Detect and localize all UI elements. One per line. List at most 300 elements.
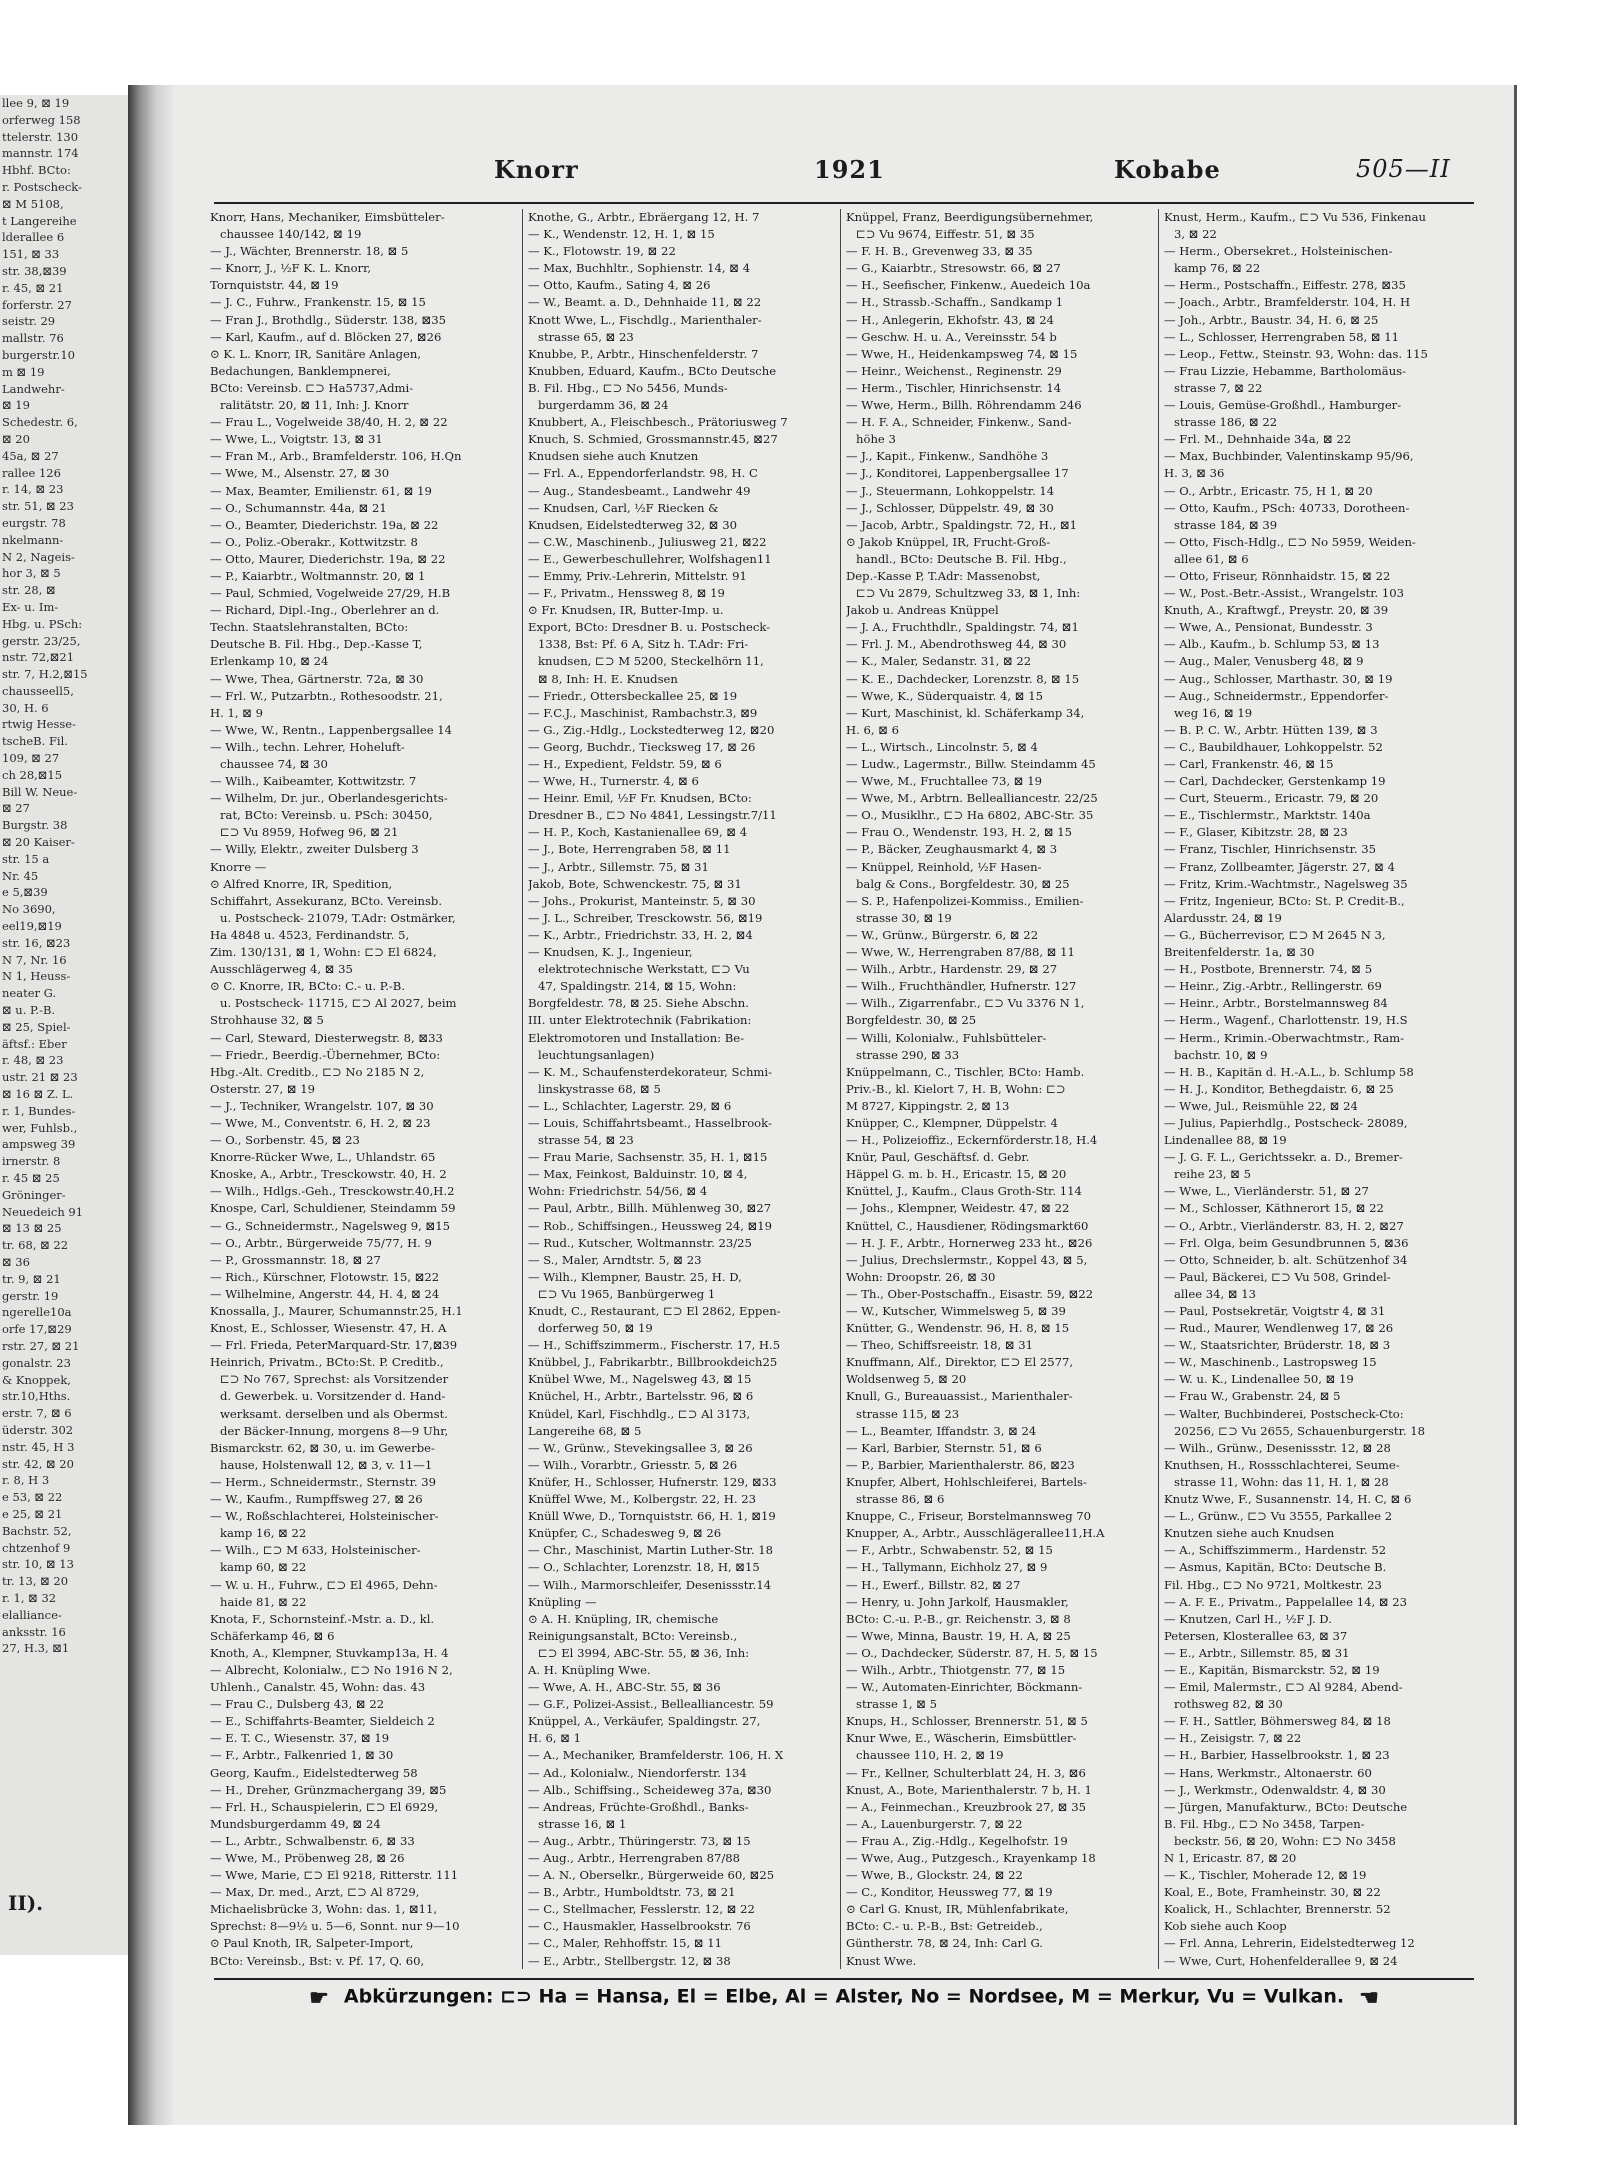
directory-entry-line: Tornquiststr. 44, ⊠ 19 (210, 278, 339, 293)
directory-entry-line: — Emil, Malermstr., ⊏⊃ Al 9284, Abend- (1164, 1680, 1403, 1695)
directory-entry-line: — Wilh., Marmorschleifer, Desenissstr.14 (528, 1577, 772, 1592)
left-page-line: str. 10, ⊠ 13 (2, 1557, 74, 1572)
directory-entry-line: — Herm., Postschaffn., Eiffestr. 278, ⊠35 (1164, 278, 1406, 293)
directory-entry-line: — Rob., Schiffsingen., Heussweg 24, ⊠19 (528, 1218, 773, 1233)
directory-entry-line: Deutsche B. Fil. Hbg., Dep.-Kasse T, (210, 637, 423, 652)
header-left-keyword: Knorr (494, 155, 579, 184)
directory-entry-line: — Alb., Kaufm., b. Schlump 53, ⊠ 13 (1164, 637, 1380, 652)
directory-entry-line: ⊙ Carl G. Knust, IR, Mühlenfabrikate, (846, 1902, 1069, 1917)
left-page-line: N 2, Nageis- (2, 549, 75, 564)
directory-entry-line: Knubbe, P., Arbtr., Hinschenfelderstr. 7 (528, 346, 759, 361)
directory-entry-line: — W., Grünw., Stevekingsallee 3, ⊠ 26 (528, 1440, 753, 1455)
directory-entry-line: — F.C.J., Maschinist, Rambachstr.3, ⊠9 (528, 705, 758, 720)
directory-entry-line: strasse 86, ⊠ 6 (856, 1492, 945, 1507)
directory-entry-line: — Max, Dr. med., Arzt, ⊏⊃ Al 8729, (210, 1885, 420, 1900)
directory-entry-line: — Wwe, K., Süderquaistr. 4, ⊠ 15 (846, 688, 1043, 703)
directory-entry-line: Knuthsen, H., Rossschlachterei, Seume- (1164, 1457, 1400, 1472)
directory-entry-line: — Wwe, M., Fruchtallee 73, ⊠ 19 (846, 774, 1042, 789)
directory-entry-line: burgerdamm 36, ⊠ 24 (538, 398, 669, 413)
directory-entry-line: — Franz, Tischler, Hinrichsenstr. 35 (1164, 842, 1377, 857)
directory-entry-line: Knoske, A., Arbtr., Tresckowstr. 40, H. 2 (210, 1167, 447, 1182)
directory-entry-line: Knorr, Hans, Mechaniker, Eimsbütteler- (210, 210, 445, 224)
directory-entry-line: — C., Konditor, Heussweg 77, ⊠ 19 (846, 1885, 1053, 1900)
directory-entry-line: — E., Arbtr., Sillemstr. 85, ⊠ 31 (1164, 1645, 1350, 1660)
directory-entry-line: — Rich., Kürschner, Flotowstr. 15, ⊠22 (210, 1269, 440, 1284)
column-divider (840, 209, 841, 1969)
directory-entry-line: Knothe, G., Arbtr., Ebräergang 12, H. 7 (528, 210, 760, 224)
left-page-line: r. 48, ⊠ 23 (2, 1053, 64, 1068)
directory-entry-line: — Otto, Friseur, Rönnhaidstr. 15, ⊠ 22 (1164, 568, 1391, 583)
left-page-line: anksstr. 16 (2, 1624, 66, 1639)
directory-entry-line: — Friedr., Ottersbeckallee 25, ⊠ 19 (528, 688, 738, 703)
left-page-line: r. 1, Bundes- (2, 1103, 76, 1118)
left-page-line: nkelmann- (2, 532, 64, 547)
directory-entry-line: strasse 65, ⊠ 23 (538, 329, 634, 344)
directory-entry-line: — F. H. B., Grevenweg 33, ⊠ 35 (846, 244, 1033, 259)
directory-entry-line: — O., Arbtr., Ericastr. 75, H 1, ⊠ 20 (1164, 483, 1373, 498)
directory-entry-line: III. unter Elektrotechnik (Fabrikation: (528, 1013, 752, 1028)
directory-entry-line: — J., Techniker, Wrangelstr. 107, ⊠ 30 (210, 1098, 434, 1113)
directory-entry-line: — Karl, Barbier, Sternstr. 51, ⊠ 6 (846, 1440, 1042, 1455)
directory-entry-line: — Geschw. H. u. A., Vereinsstr. 54 b (846, 329, 1057, 344)
directory-entry-line: — Wwe, Jul., Reismühle 22, ⊠ 24 (1164, 1098, 1358, 1113)
directory-entry-line: — Wilh., techn. Lehrer, Hoheluft- (210, 739, 405, 754)
directory-entry-line: Alardusstr. 24, ⊠ 19 (1164, 910, 1282, 925)
directory-entry-line: — G.F., Polizei-Assist., Bellealliancestr. 59 (528, 1697, 774, 1712)
left-page-line: nstr. 45, H 3 (2, 1439, 75, 1454)
directory-entry-line: Knüchel, H., Arbtr., Bartelsstr. 96, ⊠ 6 (528, 1389, 754, 1404)
directory-entry-line: Kob siehe auch Koop (1164, 1919, 1287, 1934)
directory-entry-line: — Walter, Buchbinderei, Postscheck-Cto: (1164, 1406, 1404, 1421)
left-page-line: eurgstr. 78 (2, 515, 66, 530)
directory-entry-line: — M., Schlosser, Käthnerort 15, ⊠ 22 (1164, 1201, 1384, 1216)
directory-columns (210, 209, 1480, 1969)
left-page-line: str. 42, ⊠ 20 (2, 1456, 74, 1471)
directory-entry-line: knudsen, ⊏⊃ M 5200, Steckelhörn 11, (538, 654, 764, 669)
directory-entry-line: Elektromotoren und Installation: Be- (528, 1030, 745, 1045)
directory-entry-line: — Frau Lizzie, Hebamme, Bartholomäus- (1164, 363, 1407, 378)
directory-entry-line: reihe 23, ⊠ 5 (1174, 1167, 1252, 1182)
pointing-hand-left-icon: ☛ (309, 1985, 329, 2011)
directory-entry-line: — Aug., Standesbeamt., Landwehr 49 (528, 483, 751, 498)
left-page-line: ch 28,⊠15 (2, 767, 63, 782)
left-page-line: str. 15 a (2, 851, 50, 866)
directory-entry-line: 20256, ⊏⊃ Vu 2655, Schauenburgerstr. 18 (1174, 1423, 1425, 1438)
directory-entry-line: Knott Wwe, L., Fischdlg., Marienthaler- (528, 312, 762, 327)
left-page-line: Bill W. Neue- (2, 784, 78, 799)
directory-entry-line: — Friedr., Beerdig.-Übernehmer, BCto: (210, 1047, 441, 1062)
directory-entry-line: Knuppe, C., Friseur, Borstelmannsweg 70 (846, 1509, 1092, 1524)
left-page-line: N 7, Nr. 16 (2, 952, 67, 967)
directory-entry-line: Wohn: Friedrichstr. 54/56, ⊠ 4 (528, 1184, 708, 1199)
directory-entry-line: — G., Bücherrevisor, ⊏⊃ M 2645 N 3, (1164, 927, 1386, 942)
left-page-line: ⊠ 19 (2, 398, 30, 413)
directory-entry-line: — Carl, Steward, Diesterwegstr. 8, ⊠33 (210, 1030, 443, 1045)
directory-entry-line: — Otto, Maurer, Diederichstr. 19a, ⊠ 22 (210, 551, 446, 566)
left-page-line: Gröninger- (2, 1187, 66, 1202)
directory-entry-line: — Franz, Zollbeamter, Jägerstr. 27, ⊠ 4 (1164, 859, 1396, 874)
directory-entry-line: ⊙ Paul Knoth, IR, Salpeter-Import, (210, 1936, 414, 1951)
directory-entry-line: A. H. Knüpling Wwe. (528, 1662, 651, 1677)
left-page-line: lderallee 6 (2, 230, 65, 245)
directory-entry-line: Fil. Hbg., ⊏⊃ No 9721, Moltkestr. 23 (1164, 1577, 1382, 1592)
directory-entry-line: — Wwe, Herm., Billh. Röhrendamm 246 (846, 398, 1082, 413)
directory-entry-line: u. Postscheck- 21079, T.Adr: Ostmärker, (220, 910, 456, 925)
directory-entry-line: — Wilhelmine, Angerstr. 44, H. 4, ⊠ 24 (210, 1286, 440, 1301)
directory-entry-line: — H., Polizeioffiz., Eckernförderstr.18, H.4 (846, 1133, 1098, 1148)
directory-entry-line: — Louis, Gemüse-Großhdl., Hamburger- (1164, 398, 1402, 413)
left-page-line: ttelerstr. 130 (2, 129, 79, 144)
directory-entry-line: Knossalla, J., Maurer, Schumannstr.25, H.1 (210, 1304, 463, 1318)
directory-entry-line: ⊏⊃ Vu 1965, Banbürgerweg 1 (538, 1286, 716, 1301)
directory-entry-line: — Herm., Schneidermstr., Sternstr. 39 (210, 1474, 437, 1489)
directory-entry-line: 47, Spaldingstr. 214, ⊠ 15, Wohn: (538, 979, 737, 994)
directory-entry-line: — Max, Beamter, Emilienstr. 61, ⊠ 19 (210, 483, 432, 498)
directory-entry-line: — E., Schiffahrts-Beamter, Sieldeich 2 (210, 1714, 435, 1729)
directory-entry-line: — Georg, Buchdr., Tiecksweg 17, ⊠ 26 (528, 739, 756, 754)
directory-entry-line: — Wwe, L., Voigtstr. 13, ⊠ 31 (210, 432, 383, 447)
directory-entry-line: Knost, E., Schlosser, Wiesenstr. 47, H. A (210, 1321, 447, 1336)
directory-entry-line: handl., BCto: Deutsche B. Fil. Hbg., (856, 551, 1067, 566)
left-page-line: r. Postscheck- (2, 179, 82, 194)
left-page-line: No 3690, (2, 902, 56, 917)
directory-entry-line: Borgfeldestr. 30, ⊠ 25 (846, 1013, 977, 1028)
directory-entry-line: — Otto, Kaufm., PSch: 40733, Dorotheen- (1164, 500, 1410, 515)
directory-entry-line: strasse 184, ⊠ 39 (1174, 517, 1278, 532)
directory-entry-line: — C., Baubildhauer, Lohkoppelstr. 52 (1164, 739, 1383, 754)
directory-entry-line: — Knutzen, Carl H., ½F J. D. (1164, 1611, 1332, 1626)
directory-entry-line: — E., Kapitän, Bismarckstr. 52, ⊠ 19 (1164, 1662, 1380, 1677)
directory-entry-line: — W. u. H., Fuhrw., ⊏⊃ El 4965, Dehn- (210, 1577, 438, 1592)
directory-entry-line: u. Postscheck- 11715, ⊏⊃ Al 2027, beim (220, 996, 457, 1011)
left-page-line: Bachstr. 52, (2, 1523, 72, 1538)
directory-entry-line: Knüffel Wwe, M., Kolbergstr. 22, H. 23 (528, 1492, 756, 1507)
directory-entry-line: rothsweg 82, ⊠ 30 (1174, 1697, 1283, 1712)
directory-entry-line: — Wwe, Curt, Hohenfelderallee 9, ⊠ 24 (1164, 1953, 1398, 1968)
left-page-line: t Langereihe (2, 213, 77, 228)
directory-entry-line: ⊏⊃ Vu 8959, Hofweg 96, ⊠ 21 (220, 825, 399, 840)
left-page-line: str.10,Hths. (2, 1389, 71, 1404)
directory-entry-line: — H., Postbote, Brennerstr. 74, ⊠ 5 (1164, 962, 1373, 977)
left-page-line: str. 28, ⊠ (2, 583, 56, 598)
directory-entry-line: Häppel G. m. b. H., Ericastr. 15, ⊠ 20 (846, 1167, 1067, 1182)
left-page-line: e 5,⊠39 (2, 885, 48, 900)
directory-entry-line: — Wwe, H., Heidenkampsweg 74, ⊠ 15 (846, 346, 1078, 361)
directory-entry-line: Knüttel, J., Kaufm., Claus Groth-Str. 114 (846, 1184, 1082, 1199)
directory-entry-line: — Ad., Kolonialw., Niendorferstr. 134 (528, 1765, 747, 1780)
directory-entry-line: balg & Cons., Borgfeldestr. 30, ⊠ 25 (856, 876, 1070, 891)
directory-entry-line: Ausschlägerweg 4, ⊠ 35 (210, 962, 353, 977)
directory-entry-line: — W., Beamt. a. D., Dehnhaide 11, ⊠ 22 (528, 295, 762, 310)
directory-entry-line: linskystrasse 68, ⊠ 5 (538, 1081, 661, 1096)
directory-entry-line: Knust, A., Bote, Marienthalerstr. 7 b, H. 1 (846, 1782, 1092, 1797)
directory-entry-line: Knubbert, A., Fleischbesch., Prätoriusweg 7 (528, 415, 788, 430)
directory-entry-line: Koalick, H., Schlachter, Brennerstr. 52 (1164, 1902, 1391, 1917)
directory-entry-line: ⊏⊃ Vu 2879, Schultzweg 33, ⊠ 1, Inh: (856, 586, 1081, 601)
directory-entry-line: — S. P., Hafenpolizei-Kommiss., Emilien- (846, 893, 1084, 908)
left-page-line: str. 16, ⊠23 (2, 935, 71, 950)
directory-entry-line: — E., Gewerbeschullehrer, Wolfshagen11 (528, 551, 772, 566)
directory-entry-line: — H., Schiffszimmerm., Fischerstr. 17, H.5 (528, 1338, 781, 1353)
directory-entry-line: — Leop., Fettw., Steinstr. 93, Wohn: das. 115 (1164, 346, 1428, 361)
directory-entry-line: strasse 11, Wohn: das 11, H. 1, ⊠ 28 (1174, 1474, 1389, 1489)
directory-entry-line: — H., Tallymann, Eichholz 27, ⊠ 9 (846, 1560, 1048, 1575)
directory-entry-line: chaussee 74, ⊠ 30 (220, 757, 328, 771)
directory-entry-line: — C.W., Maschinenb., Juliusweg 21, ⊠22 (528, 534, 767, 549)
directory-entry-line: Knüpling — (528, 1594, 597, 1609)
left-page-line: r. 45 ⊠ 25 (2, 1171, 60, 1185)
directory-entry-line: — A. N., Oberselkr., Bürgerweide 60, ⊠25 (528, 1868, 775, 1883)
directory-entry-line: Knutz Wwe, F., Susannenstr. 14, H. C, ⊠ 6 (1164, 1492, 1412, 1507)
directory-entry-line: — E. T. C., Wiesenstr. 37, ⊠ 19 (210, 1731, 390, 1746)
directory-entry-line: Breitenfelderstr. 1a, ⊠ 30 (1164, 945, 1315, 960)
directory-entry-line: Knübbel, J., Fabrikarbtr., Billbrookdeich25 (528, 1355, 778, 1370)
directory-entry-line: Heinrich, Privatm., BCto:St. P. Creditb., (210, 1355, 444, 1370)
header-rule (214, 202, 1474, 204)
directory-entry-line: — Knorr, J., ½F K. L. Knorr, (210, 261, 372, 276)
directory-entry-line: — Wilh., Klempner, Baustr. 25, H. D, (528, 1269, 742, 1284)
page-header (174, 155, 1514, 195)
directory-entry-line: — C., Maler, Rehhoffstr. 15, ⊠ 11 (528, 1936, 723, 1951)
directory-entry-line: — Jacob, Arbtr., Spaldingstr. 72, H., ⊠1 (846, 517, 1078, 532)
directory-entry-line: — W., Staatsrichter, Brüderstr. 18, ⊠ 3 (1164, 1338, 1391, 1353)
column-divider (522, 209, 523, 1969)
directory-entry-line: B. Fil. Hbg., ⊏⊃ No 5456, Munds- (528, 380, 728, 395)
left-page-line: elalliance- (2, 1607, 62, 1622)
directory-entry-line: — Wwe, A. H., ABC-Str. 55, ⊠ 36 (528, 1680, 721, 1695)
left-page-line: tscheB. Fil. (2, 734, 68, 749)
directory-entry-line: Knota, F., Schornsteinf.-Mstr. a. D., kl. (210, 1611, 435, 1626)
directory-entry-line: ⊙ A. H. Knüpling, IR, chemische (528, 1611, 719, 1626)
column-4 (1164, 209, 1471, 1969)
directory-entry-line: — O., Poliz.-Oberakr., Kottwitzstr. 8 (210, 534, 418, 549)
directory-entry-line: N 1, Ericastr. 87, ⊠ 20 (1164, 1851, 1297, 1865)
directory-entry-line: — Knudsen, K. J., Ingenieur, (528, 945, 693, 960)
directory-entry-line: — Th., Ober-Postschaffn., Eisastr. 59, ⊠22 (846, 1286, 1094, 1301)
directory-entry-line: Knudsen, Eidelstedterweg 32, ⊠ 30 (528, 517, 737, 532)
directory-entry-line: — Wwe, M., Alsenstr. 27, ⊠ 30 (210, 466, 390, 481)
directory-entry-line: — Louis, Schiffahrtsbeamt., Hasselbrook- (528, 1115, 772, 1130)
left-page-line: üderstr. 302 (2, 1422, 74, 1437)
directory-entry-line: — Wwe, Thea, Gärtnerstr. 72a, ⊠ 30 (210, 671, 424, 686)
directory-entry-line: — Wilh., Kaibeamter, Kottwitzstr. 7 (210, 774, 417, 789)
directory-entry-line: dorferweg 50, ⊠ 19 (538, 1321, 653, 1336)
directory-entry-line: — S., Maler, Arndtstr. 5, ⊠ 23 (528, 1252, 702, 1267)
directory-entry-line: — O., Dachdecker, Süderstr. 87, H. 5, ⊠ 15 (846, 1645, 1098, 1660)
directory-entry-line: — Paul, Bäckerei, ⊏⊃ Vu 508, Grindel- (1164, 1269, 1391, 1284)
left-page-line: 151, ⊠ 33 (2, 247, 60, 262)
directory-entry-line: Knuffmann, Alf., Direktor, ⊏⊃ El 2577, (846, 1355, 1074, 1370)
column-1 (210, 209, 517, 1969)
directory-entry-line: — K., Maler, Sedanstr. 31, ⊠ 22 (846, 654, 1032, 669)
directory-entry-line: — Wwe, A., Pensionat, Bundesstr. 3 (1164, 620, 1373, 635)
directory-entry-line: ralitätstr. 20, ⊠ 11, Inh: J. Knorr (220, 398, 409, 413)
directory-entry-line: — Frau W., Grabenstr. 24, ⊠ 5 (1164, 1389, 1341, 1404)
directory-entry-line: — Heinr., Zig.-Arbtr., Rellingerstr. 69 (1164, 979, 1382, 994)
directory-entry-line: Langereihe 68, ⊠ 5 (528, 1423, 642, 1438)
directory-entry-line: ⊏⊃ No 767, Sprechst: als Vorsitzender (220, 1372, 449, 1387)
directory-entry-line: — B., Arbtr., Humboldtstr. 73, ⊠ 21 (528, 1885, 736, 1900)
directory-entry-line: Jakob, Bote, Schwenckestr. 75, ⊠ 31 (528, 876, 742, 891)
directory-page (174, 85, 1517, 2125)
left-page-line: äftsf.: Eber (2, 1036, 67, 1051)
directory-entry-line: — H., Barbier, Hasselbrookstr. 1, ⊠ 23 (1164, 1748, 1390, 1763)
left-page-line: 30, H. 6 (2, 700, 49, 715)
directory-entry-line: — P., Bäcker, Zeughausmarkt 4, ⊠ 3 (846, 842, 1058, 857)
directory-entry-line: — F., Arbtr., Falkenried 1, ⊠ 30 (210, 1748, 394, 1763)
directory-entry-line: Borgfeldestr. 78, ⊠ 25. Siehe Abschn. (528, 996, 749, 1011)
directory-entry-line: — E., Arbtr., Stellbergstr. 12, ⊠ 38 (528, 1953, 731, 1968)
directory-entry-line: — J., Werkmstr., Odenwaldstr. 4, ⊠ 30 (1164, 1782, 1386, 1797)
directory-entry-line: — Wwe, Minna, Baustr. 19, H. A, ⊠ 25 (846, 1628, 1071, 1643)
left-page-line: gonalstr. 23 (2, 1355, 71, 1370)
directory-entry-line: Knüppelmann, C., Tischler, BCto: Hamb. (846, 1064, 1085, 1079)
directory-entry-line: Knutzen siehe auch Knudsen (1164, 1526, 1335, 1541)
directory-entry-line: H. 3, ⊠ 36 (1164, 466, 1225, 481)
left-page-line: 109, ⊠ 27 (2, 751, 60, 766)
directory-entry-line: rat, BCto: Vereinsb. u. PSch: 30450, (220, 808, 433, 823)
directory-entry-line: — Herm., Tischler, Hinrichsenstr. 14 (846, 380, 1062, 395)
directory-entry-line: — Carl, Frankenstr. 46, ⊠ 15 (1164, 757, 1334, 771)
header-page-number: 505—II (1356, 155, 1451, 183)
directory-entry-line: — Otto, Kaufm., Sating 4, ⊠ 26 (528, 278, 711, 293)
left-page-fragment (0, 95, 130, 1955)
directory-entry-line: Bedachungen, Banklempnerei, (210, 363, 391, 378)
directory-entry-line: Michaelisbrücke 3, Wohn: das. 1, ⊠11, (210, 1902, 438, 1917)
directory-entry-line: Knüppel, Franz, Beerdigungsübernehmer, (846, 210, 1094, 224)
directory-entry-line: — K., Flotowstr. 19, ⊠ 22 (528, 244, 676, 259)
left-page-line: irnerstr. 8 (2, 1154, 61, 1169)
directory-entry-line: — Herm., Obersekret., Holsteinischen- (1164, 244, 1393, 259)
directory-entry-line: — Aug., Schneidermstr., Eppendorfer- (1164, 688, 1389, 703)
column-3 (846, 209, 1153, 1969)
directory-entry-line: Knüll Wwe, D., Tornquiststr. 66, H. 1, ⊠19 (528, 1509, 776, 1524)
directory-entry-line: Reinigungsanstalt, BCto: Vereinsb., (528, 1628, 738, 1643)
directory-entry-line: — Herm., Krimin.-Oberwachtmstr., Ram- (1164, 1030, 1405, 1045)
directory-entry-line: — Willy, Elektr., zweiter Dulsberg 3 (210, 842, 419, 857)
left-page-line: ⊠ 36 (2, 1254, 30, 1269)
directory-entry-line: — G., Schneidermstr., Nagelsweg 9, ⊠15 (210, 1218, 450, 1233)
directory-entry-line: — H., Expedient, Feldstr. 59, ⊠ 6 (528, 757, 722, 771)
left-page-line: ustr. 21 ⊠ 23 (2, 1070, 78, 1085)
left-page-line: mannstr. 174 (2, 146, 79, 161)
directory-entry-line: — Rud., Kutscher, Woltmannstr. 23/25 (528, 1235, 752, 1250)
directory-entry-line: — C., Stellmacher, Fesslerstr. 12, ⊠ 22 (528, 1902, 755, 1917)
directory-entry-line: kamp 16, ⊠ 22 (220, 1526, 307, 1541)
directory-entry-line: Lindenallee 88, ⊠ 19 (1164, 1133, 1287, 1148)
directory-entry-line: Knuth, A., Kraftwgf., Preystr. 20, ⊠ 39 (1164, 603, 1389, 618)
directory-entry-line: Knüdel, Karl, Fischhdlg., ⊏⊃ Al 3173, (528, 1406, 751, 1421)
header-year: 1921 (814, 155, 885, 184)
directory-entry-line: — L., Schlosser, Herrengraben 58, ⊠ 11 (1164, 329, 1399, 344)
directory-entry-line: — G., Zig.-Hdlg., Lockstedterweg 12, ⊠20 (528, 722, 775, 737)
directory-entry-line: höhe 3 (856, 432, 896, 447)
directory-entry-line: — P., Grossmannstr. 18, ⊠ 27 (210, 1252, 381, 1267)
left-page-line: Burgstr. 38 (2, 818, 68, 833)
directory-entry-line: kamp 60, ⊠ 22 (220, 1560, 307, 1575)
left-page-line: tr. 13, ⊠ 20 (2, 1574, 69, 1589)
directory-entry-line: — Karl, Kaufm., auf d. Blöcken 27, ⊠26 (210, 329, 442, 344)
directory-entry-line: BCto: Vereinsb. ⊏⊃ Ha5737,Admi- (210, 380, 414, 395)
directory-entry-line: — Wilh., Grünw., Desenissstr. 12, ⊠ 28 (1164, 1440, 1391, 1455)
directory-entry-line: — Carl, Dachdecker, Gerstenkamp 19 (1164, 774, 1386, 789)
directory-entry-line: Knütter, G., Wendenstr. 96, H. 8, ⊠ 15 (846, 1321, 1070, 1336)
left-page-line: Schedestr. 6, (2, 415, 78, 430)
directory-entry-line: — Heinr., Weichenst., Reginenstr. 29 (846, 363, 1062, 378)
directory-entry-line: — W., Grünw., Bürgerstr. 6, ⊠ 22 (846, 927, 1039, 942)
left-page-line: r. 45, ⊠ 21 (2, 280, 64, 295)
directory-entry-line: — Theo, Schiffsreeistr. 18, ⊠ 31 (846, 1338, 1033, 1353)
directory-entry-line: Knüfer, H., Schlosser, Hufnerstr. 129, ⊠33 (528, 1474, 777, 1489)
directory-entry-line: strasse 1, ⊠ 5 (856, 1697, 938, 1712)
directory-entry-line: d. Gewerbek. u. Vorsitzender d. Hand- (220, 1389, 446, 1404)
left-page-line: nstr. 72,⊠21 (2, 650, 75, 665)
directory-entry-line: — H., Strassb.-Schaffn., Sandkamp 1 (846, 295, 1064, 310)
directory-entry-line: — Asmus, Kapitän, BCto: Deutsche B. (1164, 1560, 1387, 1575)
directory-entry-line: Knür, Paul, Geschäftsf. d. Gebr. (846, 1150, 1030, 1165)
directory-entry-line: BCto: C.- u. P.-B., Bst: Getreideb., (846, 1919, 1043, 1934)
directory-entry-line: — H. J. F., Arbtr., Hornerweg 233 ht., ⊠26 (846, 1235, 1093, 1250)
directory-entry-line: Knudsen siehe auch Knutzen (528, 449, 699, 464)
directory-entry-line: — J. G. F. L., Gerichtssekr. a. D., Bremer- (1164, 1150, 1403, 1165)
directory-entry-line: — Fritz, Ingenieur, BCto: St. P. Credit-B., (1164, 893, 1405, 908)
directory-entry-line: Knull, G., Bureauassist., Marienthaler- (846, 1389, 1073, 1404)
directory-entry-line: — E., Tischlermstr., Marktstr. 140a (1164, 808, 1371, 823)
directory-entry-line: bachstr. 10, ⊠ 9 (1174, 1047, 1268, 1062)
directory-entry-line: — Ludw., Lagermstr., Billw. Steindamm 45 (846, 757, 1096, 771)
directory-entry-line: Knudt, C., Restaurant, ⊏⊃ El 2862, Eppen- (528, 1304, 781, 1318)
directory-entry-line: M 8727, Kippingstr. 2, ⊠ 13 (846, 1098, 1010, 1113)
directory-entry-line: Knübel Wwe, M., Nagelsweg 43, ⊠ 15 (528, 1372, 752, 1387)
left-page-line: r. 1, ⊠ 32 (2, 1590, 57, 1605)
directory-entry-line: — O., Arbtr., Bürgerweide 75/77, H. 9 (210, 1235, 432, 1250)
directory-entry-line: Techn. Staatslehranstalten, BCto: (210, 620, 409, 635)
directory-entry-line: — Frl. W., Putzarbtn., Rothesoodstr. 21, (210, 688, 443, 703)
left-page-line: N 1, Heuss- (2, 969, 71, 984)
directory-entry-line: — J. C., Fuhrw., Frankenstr. 15, ⊠ 15 (210, 295, 426, 310)
directory-entry-line: — W., Post.-Betr.-Assist., Wrangelstr. 103 (1164, 586, 1404, 601)
directory-entry-line: — Aug., Maler, Venusberg 48, ⊠ 9 (1164, 654, 1364, 669)
directory-entry-line: — Wwe, B., Glockstr. 24, ⊠ 22 (846, 1868, 1023, 1883)
directory-entry-line: Knupper, A., Arbtr., Ausschlägerallee11,H.A (846, 1526, 1105, 1541)
directory-entry-line: — H., Zeisigstr. 7, ⊠ 22 (1164, 1731, 1302, 1746)
directory-entry-line: — A., Mechaniker, Bramfelderstr. 106, H. X (528, 1748, 784, 1763)
pointing-hand-right-icon: ☚ (1359, 1985, 1379, 2011)
directory-entry-line: kamp 76, ⊠ 22 (1174, 261, 1261, 276)
directory-entry-line: — Wwe, Aug., Putzgesch., Krayenkamp 18 (846, 1851, 1096, 1865)
directory-entry-line: — H., Anlegerin, Ekhofstr. 43, ⊠ 24 (846, 312, 1054, 327)
left-page-line: orfe 17,⊠29 (2, 1322, 72, 1337)
directory-entry-line: — O., Schlachter, Lorenzstr. 18, H, ⊠15 (528, 1560, 760, 1575)
left-page-line: str. 7, H.2,⊠15 (2, 667, 88, 682)
directory-entry-line: — Fr., Kellner, Schulterblatt 24, H. 3, ⊠6 (846, 1765, 1086, 1780)
directory-entry-line: — Richard, Dipl.-Ing., Oberlehrer an d. (210, 603, 440, 618)
header-right-keyword: Kobabe (1114, 155, 1221, 184)
directory-entry-line: — Otto, Schneider, b. alt. Schützenhof 34 (1164, 1252, 1408, 1267)
directory-entry-line: — Johs., Klempner, Weidestr. 47, ⊠ 22 (846, 1201, 1070, 1216)
directory-entry-line: — Otto, Fisch-Hdlg., ⊏⊃ No 5959, Weiden- (1164, 534, 1416, 549)
directory-entry-line: — Frl. M., Dehnhaide 34a, ⊠ 22 (1164, 432, 1352, 447)
directory-entry-line: — Wilh., Hdlgs.-Geh., Tresckowstr.40,H.2 (210, 1184, 455, 1199)
directory-entry-line: — A., Lauenburgerstr. 7, ⊠ 22 (846, 1816, 1023, 1831)
directory-entry-line: — O., Beamter, Diederichstr. 19a, ⊠ 22 (210, 517, 439, 532)
directory-entry-line: — Aug., Schlosser, Marthastr. 30, ⊠ 19 (1164, 671, 1393, 686)
left-page-line: Ex- u. Im- (2, 599, 59, 614)
directory-entry-line: — A., Feinmechan., Kreuzbrook 27, ⊠ 35 (846, 1799, 1086, 1814)
abbreviation-footer (174, 1985, 1514, 2019)
directory-entry-line: — L., Schlachter, Lagerstr. 29, ⊠ 6 (528, 1098, 732, 1113)
directory-entry-line: Knust, Herm., Kaufm., ⊏⊃ Vu 536, Finkenau (1164, 210, 1426, 224)
